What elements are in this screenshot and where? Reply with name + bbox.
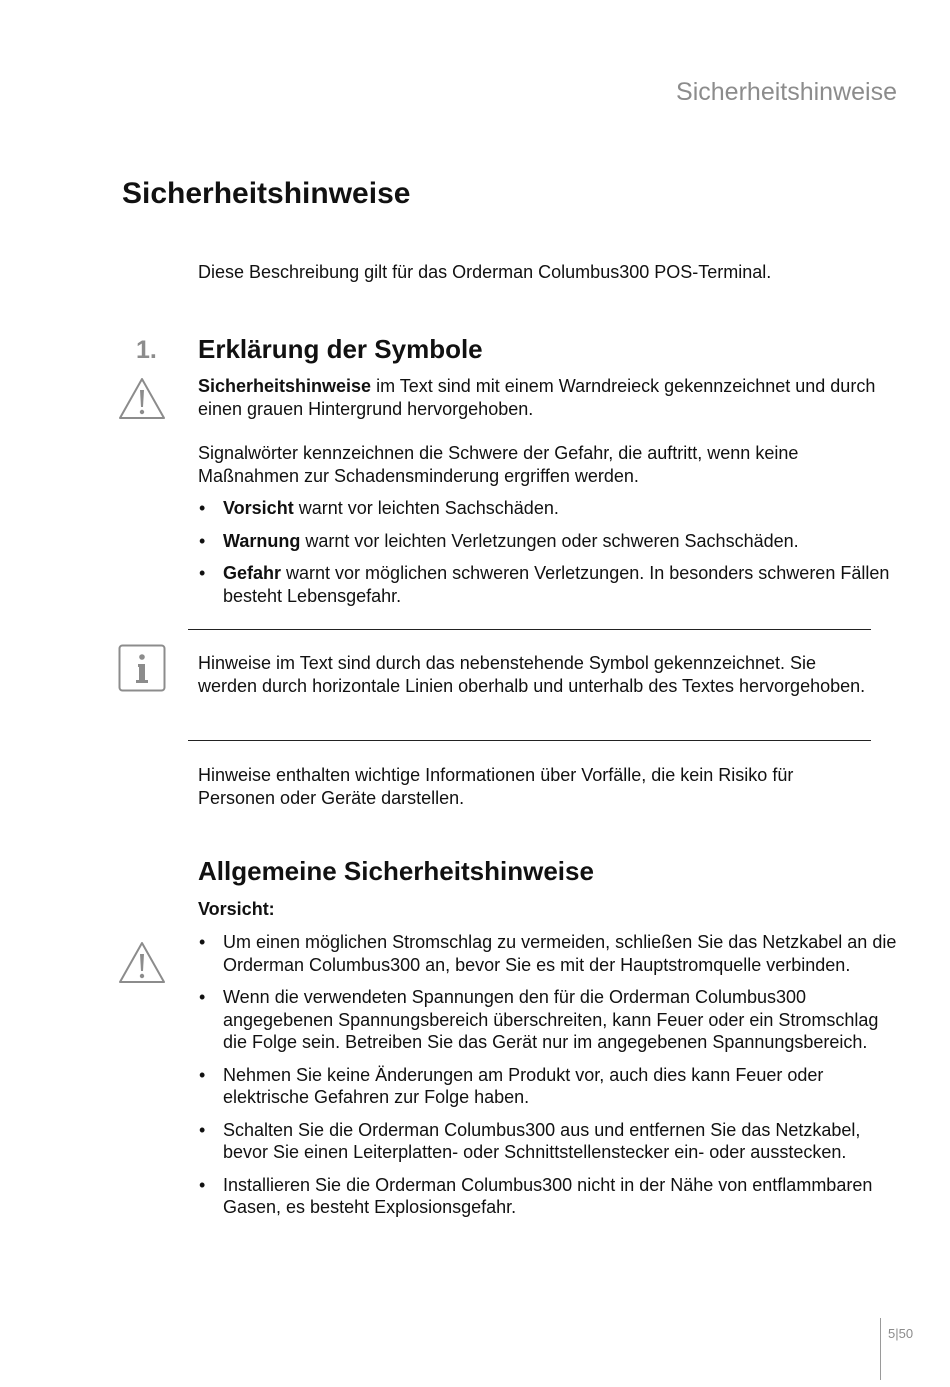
divider-top <box>188 629 871 630</box>
page-title: Sicherheitshinweise <box>122 177 411 210</box>
page-number: 5|50 <box>888 1326 914 1341</box>
general-safety-title: Allgemeine Sicherheitshinweise <box>198 856 594 886</box>
warning-explanation: Sicherheitshinweise im Text sind mit einem Warndreieck gekennzeichnet und durch einen grauen Hintergrund hervorgehoben. <box>198 376 876 419</box>
list-item: • Nehmen Sie keine Änderungen am Produkt vor, auch dies kann Feuer oder elektrische Gefahren zur Folge haben. <box>199 1064 824 1107</box>
list-item: • Wenn die verwendeten Spannungen den für die Orderman Columbus300 angegebenen Spannungsbereich überschreiten, kann Feuer oder ein Stromschlag die Folge sein. Betreiben Sie das Gerät nur im angegebenen Spannungsbereich. <box>199 987 879 1052</box>
list-item: • Gefahr warnt vor möglichen schweren Verletzungen. In besonders schweren Fällen besteht Lebensgefahr. <box>199 563 890 606</box>
section-title: Erklärung der Symbole <box>198 334 483 364</box>
list-item: • Warnung warnt vor leichten Verletzungen oder schweren Sachschäden. <box>199 530 799 551</box>
list-item: • Vorsicht warnt vor leichten Sachschäden. <box>199 498 559 518</box>
divider-bottom <box>188 740 871 741</box>
note-explanation: Hinweise im Text sind durch das nebenstehende Symbol gekennzeichnet. Sie werden durch horizontale Linien oberhalb und unterhalb des Textes hervorgehoben. <box>198 653 866 696</box>
note-info-text: Hinweise enthalten wichtige Informationen über Vorfälle, die kein Risiko für Personen oder Geräte darstellen. <box>198 765 794 808</box>
list-item: • Installieren Sie die Orderman Columbus300 nicht in der Nähe von entflammbaren Gasen, es besteht Explosionsgefahr. <box>199 1174 873 1217</box>
list-item: • Um einen möglichen Stromschlag zu vermeiden, schließen Sie das Netzkabel an die Orderman Columbus300 an, bevor Sie es mit der Hauptstromquelle verbinden. <box>199 932 897 975</box>
section-number: 1. <box>136 336 157 364</box>
info-icon <box>118 644 168 694</box>
intro-text: Diese Beschreibung gilt für das Orderman Columbus300 POS-Terminal. <box>198 262 772 282</box>
footer-divider <box>880 1318 881 1380</box>
list-item: • Schalten Sie die Orderman Columbus300 aus und entfernen Sie das Netzkabel, bevor Sie einen Leiterplatten- oder Schnittstellenstecker ein- oder ausstecken. <box>199 1119 861 1162</box>
warning-triangle-icon <box>117 376 167 426</box>
signal-words-intro: Signalwörter kennzeichnen die Schwere der Gefahr, die auftritt, wenn keine Maßnahmen zur Schadensminderung ergriffen werden. <box>198 443 799 486</box>
running-header: Sicherheitshinweise <box>676 78 897 106</box>
general-safety-list <box>198 931 898 1229</box>
warning-triangle-icon <box>117 940 167 990</box>
caution-label: Vorsicht: <box>198 899 275 919</box>
signal-words-list <box>198 497 898 617</box>
